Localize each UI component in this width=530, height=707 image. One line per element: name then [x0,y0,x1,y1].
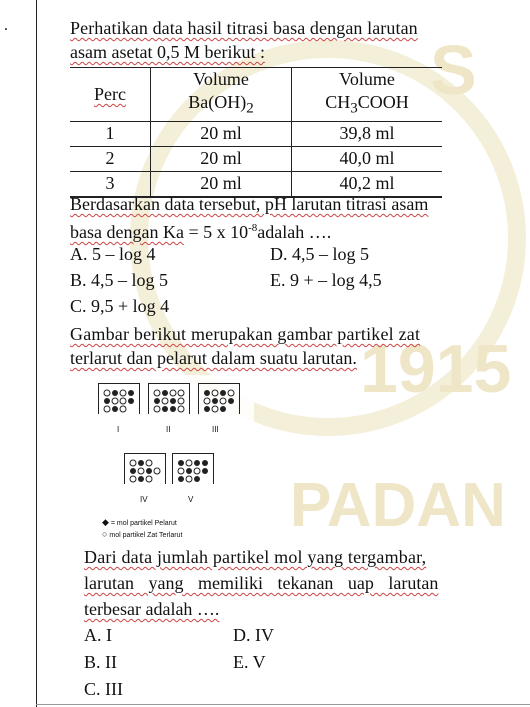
table-row [70,121,442,146]
margin-rule [36,0,37,707]
q1-option-d[interactable]: D. 4,5 – log 5 [270,244,369,264]
q1-option-b[interactable]: B. 4,5 – log 5 [70,270,169,290]
q1-option-c[interactable]: C. 9,5 + log 4 [70,296,170,316]
q2-option-c[interactable]: C. III [84,679,123,699]
cell-perc: 3 [70,171,151,197]
beaker-v [172,453,214,484]
cell-perc: 2 [70,146,151,171]
titration-table [70,67,442,198]
q2-option-b[interactable]: B. II [84,652,117,672]
beaker-ii [148,383,190,414]
q2-option-a[interactable]: A. I [84,625,112,645]
q1-stem-line1: Berdasarkan data tersebut, pH larutan titrasi asam [70,194,429,214]
margin-mark: . [4,17,8,34]
cell-acid-volume: 40,0 ml [292,146,443,171]
legend-open: ○ mol partikel Zat Terlarut [102,529,183,539]
q2-stem-line1: Dari data jumlah partikel mol yang tergambar, [84,547,427,567]
beaker-i [98,383,140,414]
cell-perc: 1 [70,121,151,146]
q2-intro-line1: Gambar berikut merupakan gambar partikel zat [70,324,421,344]
beaker-iv [124,453,166,484]
header-baoh2: Volume $Ba(OH)_2$ [151,68,292,122]
watermark-letter: S [430,31,477,109]
q2-intro-line2: terlarut dan pelarut dalam suatu larutan. [70,348,357,368]
cell-base-volume: 20 ml [151,171,292,197]
q1-stem-line2: basa dengan Ka = 5 x $10^{-8}adalah$ …. [70,222,332,242]
particles-ii [151,388,187,414]
legend-solid: ◆ = mol partikel Pelarut [102,517,177,527]
beaker-label-iii: III [212,425,219,434]
particle-figure [98,375,254,545]
cell-base-volume: 20 ml [151,121,292,146]
header-ch3cooh: Volume $CH_3COOH$ [292,68,443,122]
watermark-year: 1915 [360,331,512,407]
q1-option-e[interactable]: E. 9 + – log 4,5 [270,270,382,290]
q1-intro-line2: asam asetat 0,5 M berikut : [70,42,265,62]
cell-base-volume: 20 ml [151,146,292,171]
table-header-row [70,68,442,122]
particles-v [175,458,211,484]
q2-option-d[interactable]: D. IV [233,625,274,645]
q1-option-a[interactable]: A. 5 – log 4 [70,244,156,264]
beaker-label-ii: II [166,425,171,434]
particles-iii [201,388,237,414]
cell-acid-volume: 40,2 ml [292,171,443,197]
cut-off-next-line [36,704,530,705]
q2-stem-line2: larutan yang memiliki tekanan uap larutan [84,573,439,593]
beaker-label-i: I [117,425,120,434]
header-perc: Perc [70,68,151,122]
solid-diamond-icon: ◆ [102,517,109,527]
table-row [70,146,442,171]
particles-i [101,388,137,414]
q1-intro-line1: Perhatikan data hasil titrasi basa dengan larutan [70,18,418,38]
beaker-label-iv: IV [140,495,148,504]
beaker-label-v: V [188,495,194,504]
beaker-iii [198,383,240,414]
cell-acid-volume: 39,8 ml [292,121,443,146]
open-circle-icon: ○ [102,529,108,539]
q2-option-e[interactable]: E. V [233,652,266,672]
watermark-city: PADAN [290,471,506,540]
q2-stem-line3: terbesar adalah …. [84,599,220,619]
particles-iv [127,458,163,484]
